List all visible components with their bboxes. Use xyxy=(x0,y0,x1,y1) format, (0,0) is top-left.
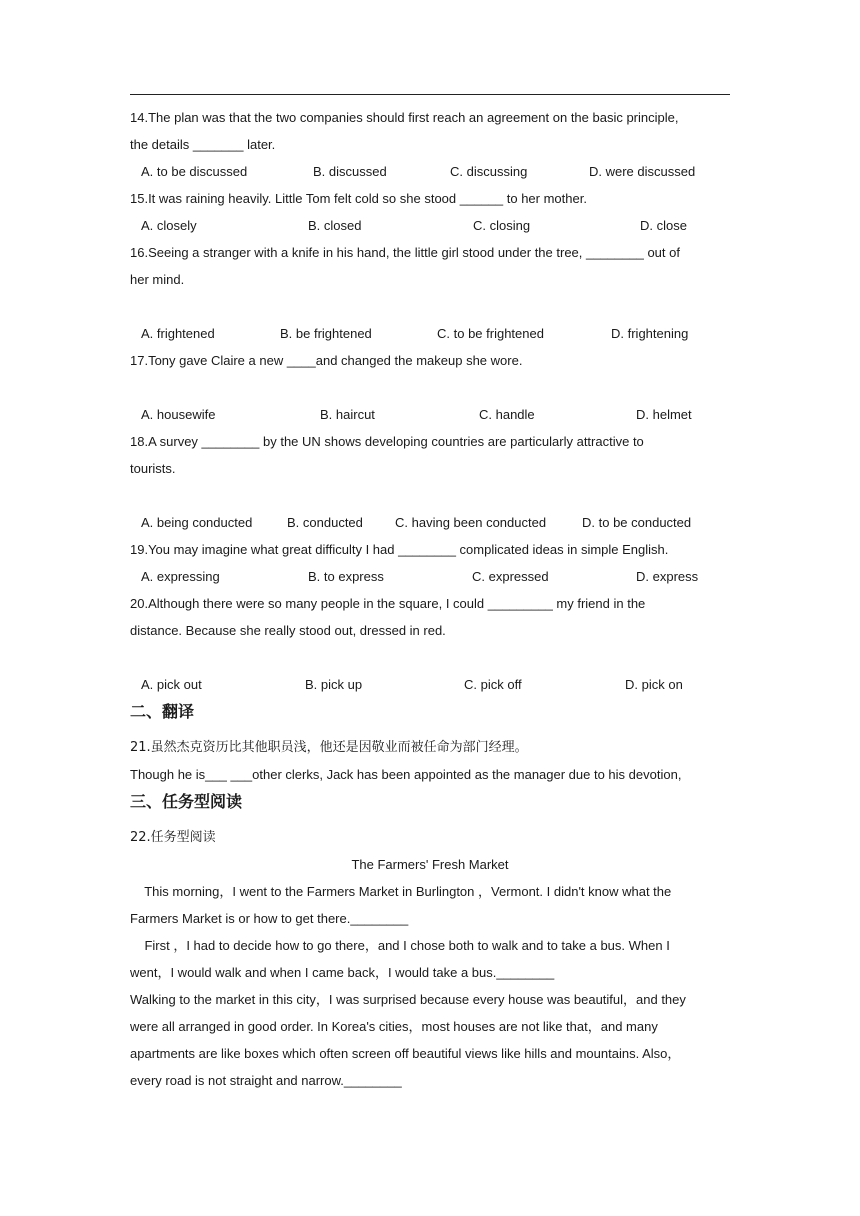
question-22-label: 22.任务型阅读 xyxy=(130,830,216,845)
option-b[interactable]: B. to express xyxy=(308,569,384,584)
option-b[interactable]: B. closed xyxy=(308,218,362,233)
option-d[interactable]: D. to be conducted xyxy=(582,515,692,530)
option-d[interactable]: D. helmet xyxy=(636,407,692,422)
question-20-line-1: 20.Although there were so many people in the square, I could _________ my friend in the xyxy=(130,596,646,611)
option-c[interactable]: C. having been conducted xyxy=(395,515,547,530)
passage-line: Farmers Market is or how to get there.________ xyxy=(130,911,409,926)
question-20-options xyxy=(130,676,730,694)
option-a[interactable]: A. being conducted xyxy=(141,515,253,530)
section-3-title: 三、任务型阅读 xyxy=(130,792,243,811)
option-b[interactable]: B. be frightened xyxy=(280,326,372,341)
option-b[interactable]: B. haircut xyxy=(320,407,375,422)
question-18-line-2: tourists. xyxy=(130,461,176,476)
question-17-line-1: 17.Tony gave Claire a new ____and changed the makeup she wore. xyxy=(130,353,523,368)
question-19-line-1: 19.You may imagine what great difficulty I had ________ complicated ideas in simple English. xyxy=(130,542,669,557)
question-18-options xyxy=(130,514,730,532)
option-b[interactable]: B. discussed xyxy=(313,164,387,179)
question-19-options xyxy=(130,568,730,586)
question-21-line-1: 21.虽然杰克资历比其他职员浅，他还是因敬业而被任命为部门经理。 xyxy=(130,740,528,755)
passage-line: every road is not straight and narrow.________ xyxy=(130,1073,402,1088)
question-14-line-1: 14.The plan was that the two companies should first reach an agreement on the basic principle, xyxy=(130,110,679,125)
passage-line: Walking to the market in this city，I was surprised because every house was beautiful，and they xyxy=(130,992,686,1007)
option-a[interactable]: A. pick out xyxy=(141,677,202,692)
option-d[interactable]: D. were discussed xyxy=(589,164,696,179)
question-15-options xyxy=(130,217,730,235)
question-14-options xyxy=(130,163,730,181)
option-a[interactable]: A. housewife xyxy=(141,407,216,422)
option-c[interactable]: C. pick off xyxy=(464,677,522,692)
option-a[interactable]: A. expressing xyxy=(141,569,220,584)
option-c[interactable]: C. discussing xyxy=(450,164,528,179)
option-c[interactable]: C. handle xyxy=(479,407,535,422)
option-a[interactable]: A. to be discussed xyxy=(141,164,248,179)
question-16-line-1: 16.Seeing a stranger with a knife in his hand, the little girl stood under the tree, ________ out of xyxy=(130,245,680,260)
question-16-line-2: her mind. xyxy=(130,272,185,287)
question-15-line-1: 15.It was raining heavily. Little Tom felt cold so she stood ______ to her mother. xyxy=(130,191,587,206)
passage-line: First ，I had to decide how to go there，and I chose both to walk and to take a bus. When I xyxy=(130,938,670,953)
option-c[interactable]: C. closing xyxy=(473,218,531,233)
question-20-line-2: distance. Because she really stood out, dressed in red. xyxy=(130,623,446,638)
question-14-line-2: the details _______ later. xyxy=(130,137,276,152)
option-d[interactable]: D. express xyxy=(636,569,699,584)
option-b[interactable]: B. pick up xyxy=(305,677,363,692)
header-rule xyxy=(130,94,730,95)
option-d[interactable]: D. frightening xyxy=(611,326,689,341)
question-17-options xyxy=(130,406,730,424)
option-d[interactable]: D. close xyxy=(640,218,687,233)
option-d[interactable]: D. pick on xyxy=(625,677,683,692)
section-2-title: 二、翻译 xyxy=(130,702,195,721)
question-18-line-1: 18.A survey ________ by the UN shows developing countries are particularly attractive to xyxy=(130,434,644,449)
option-c[interactable]: C. expressed xyxy=(472,569,549,584)
passage-line: were all arranged in good order. In Korea's cities，most houses are not like that，and many xyxy=(130,1019,658,1034)
option-c[interactable]: C. to be frightened xyxy=(437,326,544,341)
passage-title: The Farmers' Fresh Market xyxy=(351,857,509,872)
option-a[interactable]: A. closely xyxy=(141,218,197,233)
question-16-options xyxy=(130,325,730,343)
option-b[interactable]: B. conducted xyxy=(287,515,363,530)
option-a[interactable]: A. frightened xyxy=(141,326,215,341)
question-21-line-2: Though he is___ ___other clerks, Jack has been appointed as the manager due to his devotion, xyxy=(130,767,682,782)
passage-line: went，I would walk and when I came back，I would take a bus.________ xyxy=(130,965,555,980)
passage-line: apartments are like boxes which often screen off beautiful views like hills and mountains. Also， xyxy=(130,1046,681,1061)
passage-line: This morning，I went to the Farmers Market in Burlington ，Vermont. I didn't know what the xyxy=(130,884,672,899)
